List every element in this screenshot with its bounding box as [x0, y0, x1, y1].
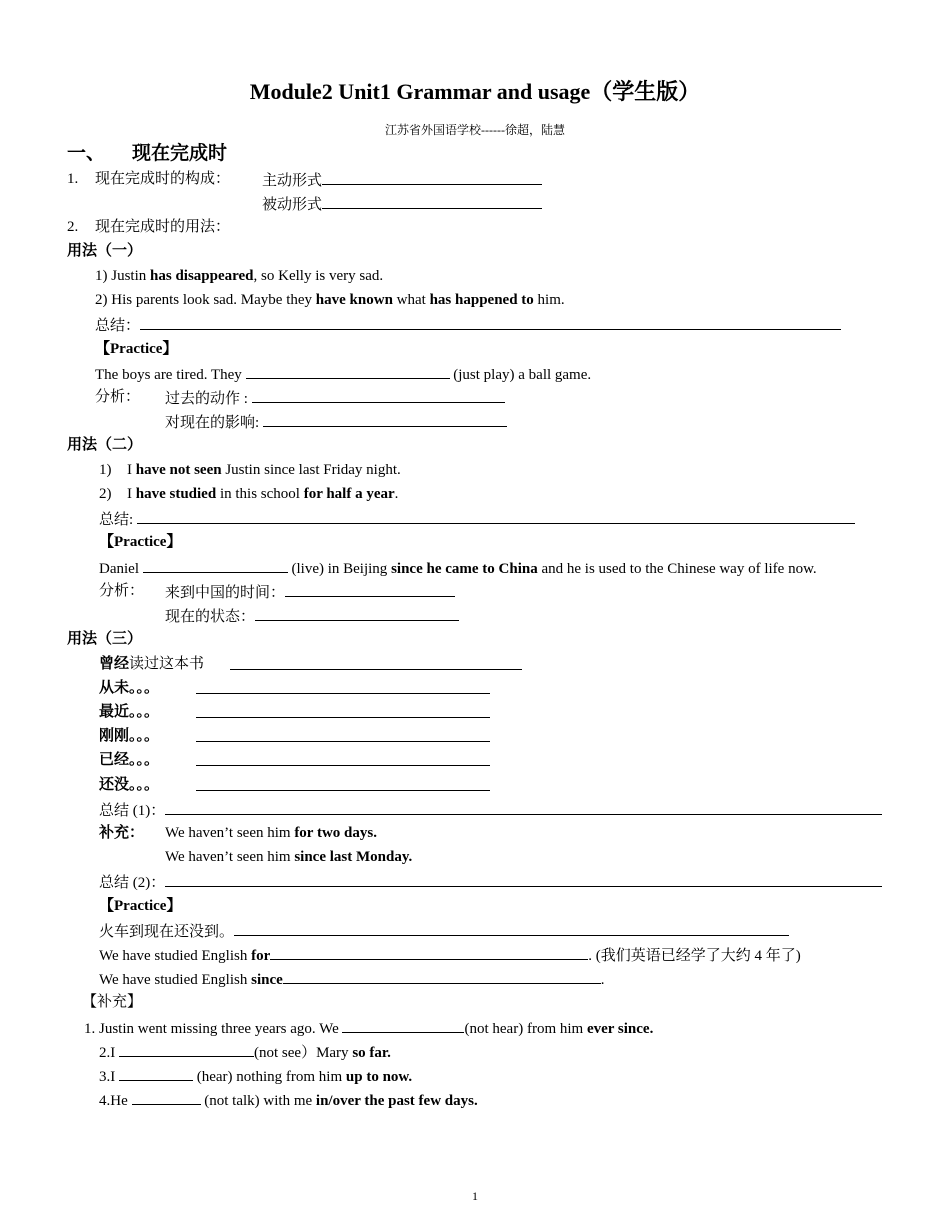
usage2-example-2-number: 2) — [99, 486, 112, 502]
summary-2-blank[interactable] — [165, 871, 882, 887]
not-yet-line — [196, 775, 490, 797]
practice-1-blank[interactable] — [234, 920, 789, 936]
extra-q4-blank[interactable] — [132, 1089, 201, 1105]
read-book-blank[interactable] — [230, 654, 522, 670]
extra-heading: 【补充】 — [82, 994, 143, 1010]
usage1-heading: 用法（一） — [67, 243, 143, 259]
extra-q1-blank[interactable] — [342, 1017, 464, 1033]
usage1-example-1: 1) Justin has disappeared, so Kelly is very sad. — [95, 268, 384, 284]
already-line — [196, 750, 490, 772]
usage3-summary-1: 总结 (1)： — [99, 799, 882, 821]
extra-question-1: 1. Justin went missing three years ago. We (not hear) from him ever since. — [84, 1017, 653, 1039]
never-blank[interactable] — [196, 678, 490, 694]
active-form-line — [262, 169, 542, 191]
usage1-effect: 对现在的影响: — [165, 411, 507, 433]
extra-q3-blank[interactable] — [119, 1065, 193, 1081]
summary-1-blank[interactable] — [165, 799, 882, 815]
item-number-1: 1. — [67, 171, 79, 187]
usage3-supplement-2: We haven’t seen him since last Monday. — [165, 849, 413, 865]
extra-question-2: 2.I (not see）Mary so far. — [99, 1041, 391, 1063]
section-number: 一、 — [67, 143, 106, 164]
already-blank[interactable] — [196, 750, 490, 766]
practice-2-blank[interactable] — [270, 944, 588, 960]
usage2-example-2: I have studied in this school for half a year. — [127, 486, 399, 502]
usage1-practice-blank[interactable] — [246, 363, 450, 379]
usage1-summary-blank[interactable] — [140, 314, 841, 330]
usage3-read-book: 曾经读过这本书 — [99, 656, 205, 672]
usage-label: 现在完成时的用法： — [95, 219, 231, 235]
page-number: 1 — [472, 1189, 478, 1203]
usage2-state: 现在的状态： — [165, 605, 459, 627]
passive-form-blank[interactable] — [322, 193, 542, 209]
usage3-practice-3: We have studied English since . — [99, 968, 605, 990]
usage2-practice: Daniel (live) in Beijing since he came to China and he is used to the Chinese way of life now. — [99, 557, 817, 579]
adverb-never: 从未。。。 — [99, 680, 160, 696]
usage1-practice-label: 【Practice】 — [95, 341, 178, 357]
usage1-practice: The boys are tired. They (just play) a ball game. — [95, 363, 591, 385]
adverb-recently: 最近。。。 — [99, 704, 160, 720]
usage2-example-1: I have not seen Justin since last Friday night. — [127, 462, 401, 478]
usage1-analysis-label: 分析： — [95, 389, 141, 405]
passive-form-label: 被动形式 — [262, 197, 323, 213]
adverb-not-yet: 还没。。。 — [99, 777, 160, 793]
usage2-heading: 用法（二） — [67, 437, 143, 453]
usage2-practice-blank[interactable] — [143, 557, 288, 573]
passive-form-line — [262, 193, 542, 215]
usage3-heading: 用法（三） — [67, 631, 143, 647]
usage3-practice-label: 【Practice】 — [99, 898, 182, 914]
adverb-just: 刚刚。。。 — [99, 728, 160, 744]
page-title: Module2 Unit1 Grammar and usage（学生版） — [249, 79, 701, 104]
usage3-practice-2: We have studied English for . (我们英语已经学了大约 4 年了) — [99, 944, 801, 966]
usage2-summary: 总结: — [99, 508, 855, 530]
extra-question-4: 4.He (not talk) with me in/over the past few days. — [99, 1089, 478, 1111]
usage1-example-2: 2) His parents look sad. Maybe they have known what has happened to him. — [95, 292, 565, 308]
usage3-summary-2: 总结 (2)： — [99, 871, 882, 893]
author-line: 江苏省外国语学校------徐超，陆慧 — [385, 123, 565, 137]
effect-blank[interactable] — [263, 411, 507, 427]
usage2-practice-label: 【Practice】 — [99, 534, 182, 550]
usage3-practice-1: 火车到现在还没到。 — [99, 920, 789, 942]
usage2-example-1-number: 1) — [99, 462, 112, 478]
usage2-arrival: 来到中国的时间： — [165, 581, 455, 603]
extra-q2-blank[interactable] — [119, 1041, 254, 1057]
active-form-blank[interactable] — [322, 169, 542, 185]
past-action-blank[interactable] — [252, 387, 505, 403]
state-blank[interactable] — [255, 605, 459, 621]
active-form-label: 主动形式 — [262, 173, 323, 189]
item-number-2: 2. — [67, 219, 79, 235]
usage1-summary: 总结： — [95, 314, 841, 336]
usage2-summary-blank[interactable] — [137, 508, 855, 524]
practice-3-blank[interactable] — [283, 968, 601, 984]
usage3-supplement-label: 补充： — [99, 825, 145, 841]
never-line — [196, 678, 490, 700]
recently-line — [196, 702, 490, 724]
section-heading: 现在完成时 — [132, 143, 228, 164]
just-line — [196, 726, 490, 748]
not-yet-blank[interactable] — [196, 775, 490, 791]
arrival-blank[interactable] — [285, 581, 455, 597]
recently-blank[interactable] — [196, 702, 490, 718]
usage2-analysis-label: 分析： — [99, 583, 145, 599]
adverb-already: 已经。。。 — [99, 752, 160, 768]
usage3-supplement-1: We haven’t seen him for two days. — [165, 825, 377, 841]
just-blank[interactable] — [196, 726, 490, 742]
usage1-past-action: 过去的动作 : — [165, 387, 505, 409]
structure-label: 现在完成时的构成： — [95, 171, 231, 187]
read-book-line — [230, 654, 522, 676]
extra-question-3: 3.I (hear) nothing from him up to now. — [99, 1065, 412, 1087]
